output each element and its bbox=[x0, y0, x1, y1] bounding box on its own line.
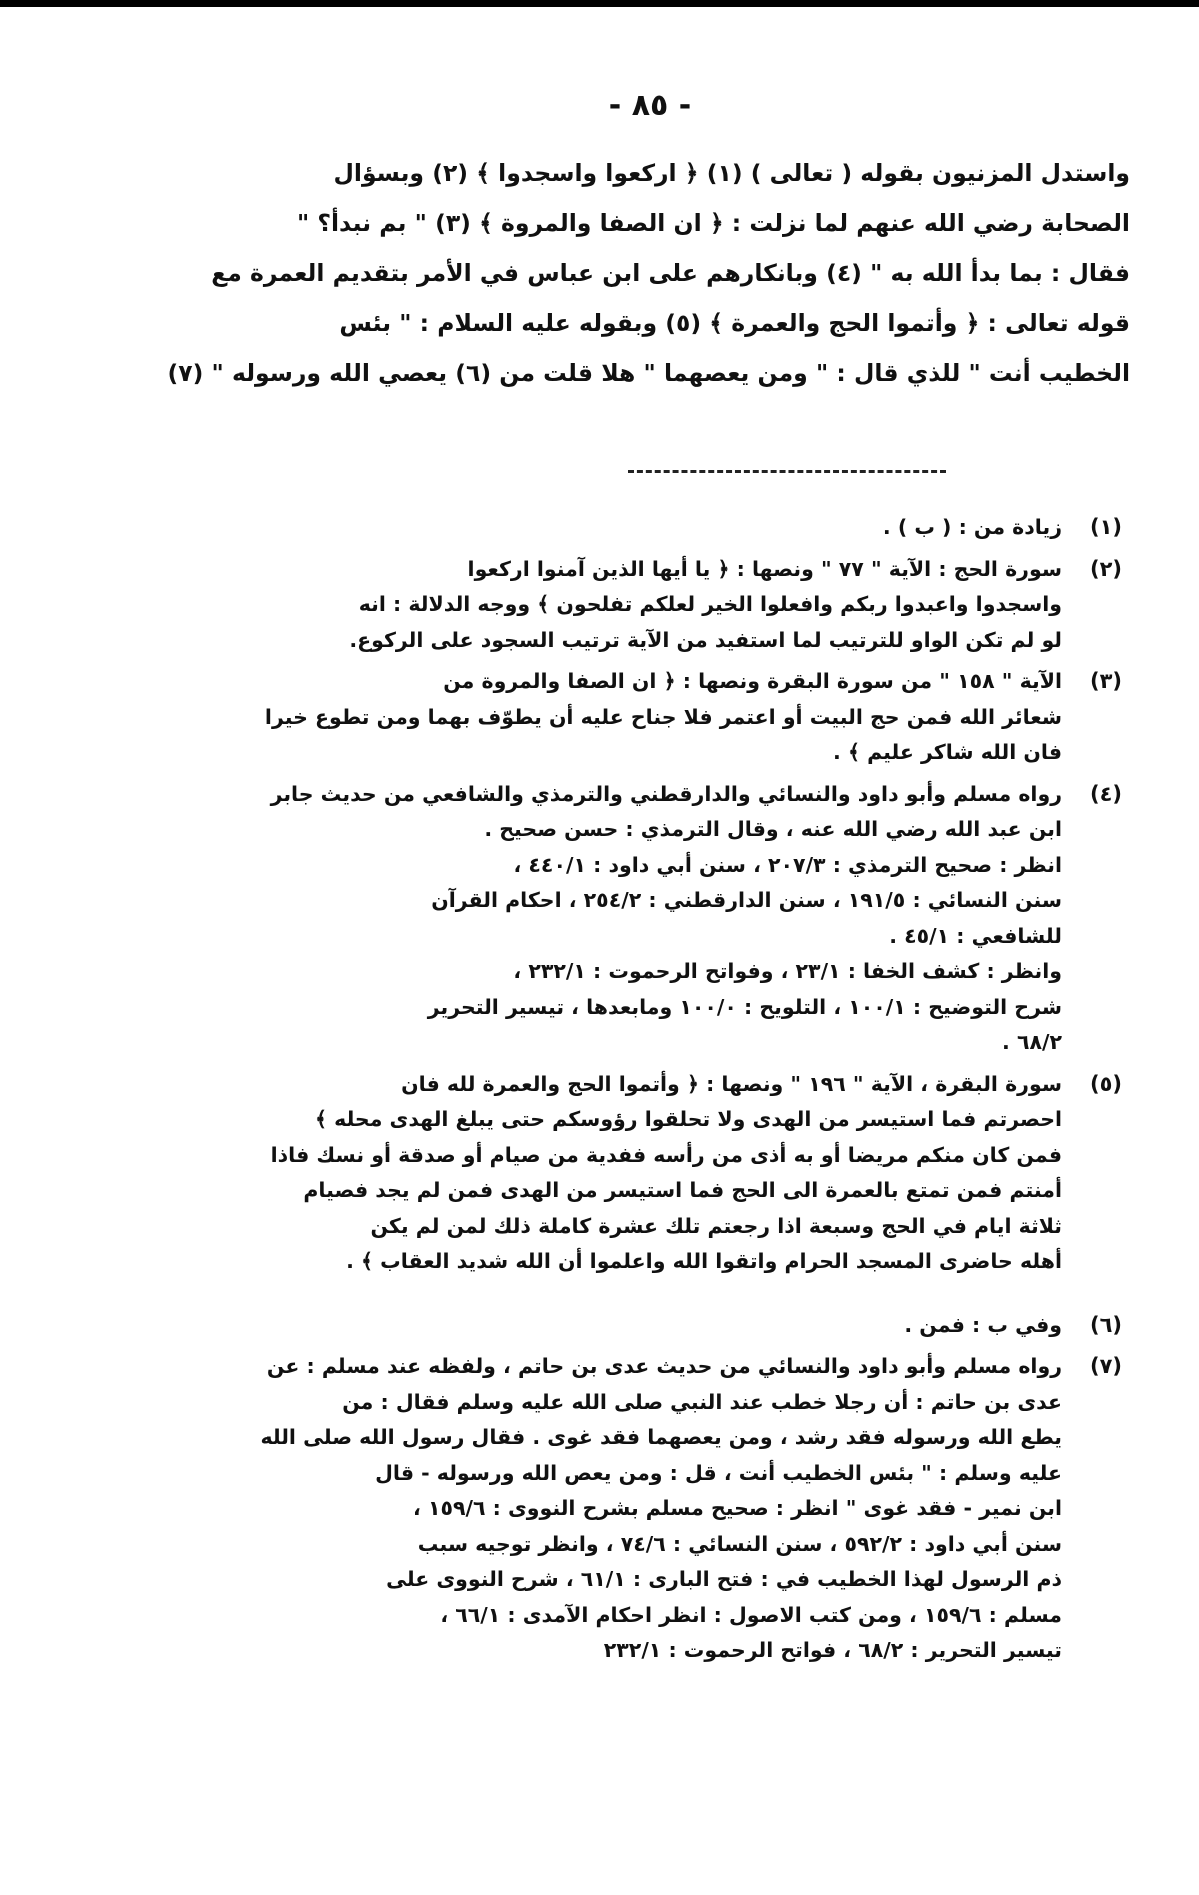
footnote-number: (٥) bbox=[1089, 1071, 1123, 1096]
footnote-line: عليه وسلم : " بئس الخطيب أنت ، قل : ومن يعص الله ورسوله - قال bbox=[375, 1460, 1062, 1485]
footnote-line: أهله حاضرى المسجد الحرام واتقوا الله واعلموا أن الله شديد العقاب ﴾ . bbox=[346, 1249, 1062, 1273]
footnote-line: ابن عبد الله رضي الله عنه ، وقال الترمذي : حسن صحيح . bbox=[484, 817, 1062, 841]
footnote-line: رواه مسلم وأبو داود والنسائي والدارقطني والترمذي والشافعي من حديث جابر bbox=[270, 781, 1062, 806]
footnote-number: (٧) bbox=[1089, 1354, 1123, 1378]
footnote-line: سورة البقرة ، الآية " ١٩٦ " ونصها : ﴿ وأتموا الحج والعمرة لله فان bbox=[401, 1071, 1062, 1096]
footnote-line: ذم الرسول لهذا الخطيب في : فتح البارى : ٦١/١ ، شرح النووى على bbox=[386, 1567, 1062, 1591]
body-line: الصحابة رضي الله عنهم لما نزلت : ﴿ ان الصفا والمروة ﴾ (٣) " بم نبدأ؟ " bbox=[296, 209, 1130, 237]
footnote-5 bbox=[150, 1067, 1150, 1280]
footnote-line: فان الله شاكر عليم ﴾ . bbox=[833, 740, 1062, 764]
footnote-line: مسلم : ١٥٩/٦ ، ومن كتب الاصول : انظر احكام الآمدى : ٦٦/١ ، bbox=[440, 1602, 1062, 1627]
footnote-7 bbox=[150, 1349, 1150, 1669]
footnote-line: وفي ب : فمن . bbox=[904, 1312, 1062, 1337]
footnote-line: وانظر : كشف الخفا : ٢٣/١ ، وفواتح الرحموت : ٢٣٢/١ ، bbox=[513, 959, 1062, 983]
footnote-number: (١) bbox=[1089, 515, 1123, 539]
footnote-line: واسجدوا واعبدوا ربكم وافعلوا الخير لعلكم تفلحون ﴾ ووجه الدلالة : انه bbox=[358, 592, 1062, 616]
footnote-line: شعائر الله فمن حج البيت أو اعتمر فلا جناح عليه أن يطوّف بهما ومن تطوع خيرا bbox=[264, 704, 1062, 729]
footnote-number: (٦) bbox=[1089, 1312, 1123, 1337]
footnote-line: رواه مسلم وأبو داود والنسائي من حديث عدى بن حاتم ، ولفظه عند مسلم : عن bbox=[266, 1354, 1062, 1378]
body-line: قوله تعالى : ﴿ وأتموا الحج والعمرة ﴾ (٥) وبقوله عليه السلام : " بئس bbox=[339, 309, 1130, 337]
footnote-4 bbox=[150, 777, 1150, 1061]
footnote-line: سنن النسائي : ١٩١/٥ ، سنن الدارقطني : ٢٥٤/٢ ، احكام القرآن bbox=[431, 888, 1062, 912]
footnote-2 bbox=[150, 552, 1150, 659]
footnote-line: انظر : صحيح الترمذي : ٢٠٧/٣ ، سنن أبي داود : ٤٤٠/١ ، bbox=[513, 852, 1062, 877]
top-border bbox=[0, 0, 1199, 7]
footnote-1 bbox=[150, 510, 1150, 546]
footnote-line: ثلاثة ايام في الحج وسبعة اذا رجعتم تلك عشرة كاملة ذلك لمن لم يكن bbox=[370, 1213, 1062, 1238]
body-line: واستدل المزنيون بقوله ( تعالى ) (١) ﴿ اركعوا واسجدوا ﴾ (٢) وبسؤال bbox=[333, 159, 1130, 187]
footnote-separator bbox=[628, 470, 946, 473]
footnote-number: (٤) bbox=[1089, 781, 1123, 806]
page-number: - ٨٥ - bbox=[608, 88, 692, 123]
footnote-line: سورة الحج : الآية " ٧٧ " ونصها : ﴿ يا أيها الذين آمنوا اركعوا bbox=[467, 556, 1062, 581]
footnotes-section bbox=[150, 510, 1150, 1675]
footnote-line: ٦٨/٢ . bbox=[1002, 1030, 1062, 1054]
footnote-line: احصرتم فما استيسر من الهدى ولا تحلقوا رؤوسكم حتى يبلغ الهدى محله ﴾ bbox=[314, 1107, 1062, 1131]
footnote-line: أمنتم فمن تمتع بالعمرة الى الحج فما استيسر من الهدى فمن لم يجد فصيام bbox=[303, 1178, 1062, 1202]
footnote-line: سنن أبي داود : ٥٩٢/٢ ، سنن النسائي : ٧٤/٦ ، وانظر توجيه سبب bbox=[417, 1531, 1062, 1556]
footnote-number: (٢) bbox=[1089, 556, 1123, 581]
footnote-line: شرح التوضيح : ١٠٠/١ ، التلويح : ١٠٠/٠ ومابعدها ، تيسير التحرير bbox=[427, 994, 1062, 1019]
footnote-number: (٣) bbox=[1089, 669, 1123, 693]
footnote-line: الآية " ١٥٨ " من سورة البقرة ونصها : ﴿ ان الصفا والمروة من bbox=[443, 669, 1062, 693]
footnote-line: فمن كان منكم مريضا أو به أذى من رأسه ففدية من صيام أو صدقة أو نسك فاذا bbox=[270, 1142, 1062, 1167]
footnote-line: يطع الله ورسوله فقد رشد ، ومن يعصهما فقد غوى . فقال رسول الله صلى الله bbox=[260, 1425, 1062, 1449]
body-line: فقال : بما بدأ الله به " (٤) وبانكارهم على ابن عباس في الأمر بتقديم العمرة مع bbox=[211, 259, 1130, 287]
footnote-3 bbox=[150, 664, 1150, 771]
footnote-line: لو لم تكن الواو للترتيب لما استفيد من الآية ترتيب السجود على الركوع. bbox=[349, 627, 1062, 652]
footnote-line: للشافعي : ٤٥/١ . bbox=[889, 923, 1062, 948]
footnote-line: ابن نمير - فقد غوى " انظر : صحيح مسلم بشرح النووى : ١٥٩/٦ ، bbox=[413, 1496, 1062, 1520]
footnote-line: عدى بن حاتم : أن رجلا خطب عند النبي صلى الله عليه وسلم فقال : من bbox=[342, 1389, 1062, 1414]
footnote-line: زيادة من : ( ب ) . bbox=[882, 515, 1062, 539]
body-line: الخطيب أنت " للذي قال : " ومن يعصهما " هلا قلت من (٦) يعصي الله ورسوله " (٧) bbox=[167, 359, 1130, 387]
footnote-line: تيسير التحرير : ٦٨/٢ ، فواتح الرحموت : ٢٣٢/١ bbox=[603, 1638, 1062, 1662]
footnote-6 bbox=[150, 1308, 1150, 1344]
main-paragraph bbox=[125, 148, 1130, 398]
